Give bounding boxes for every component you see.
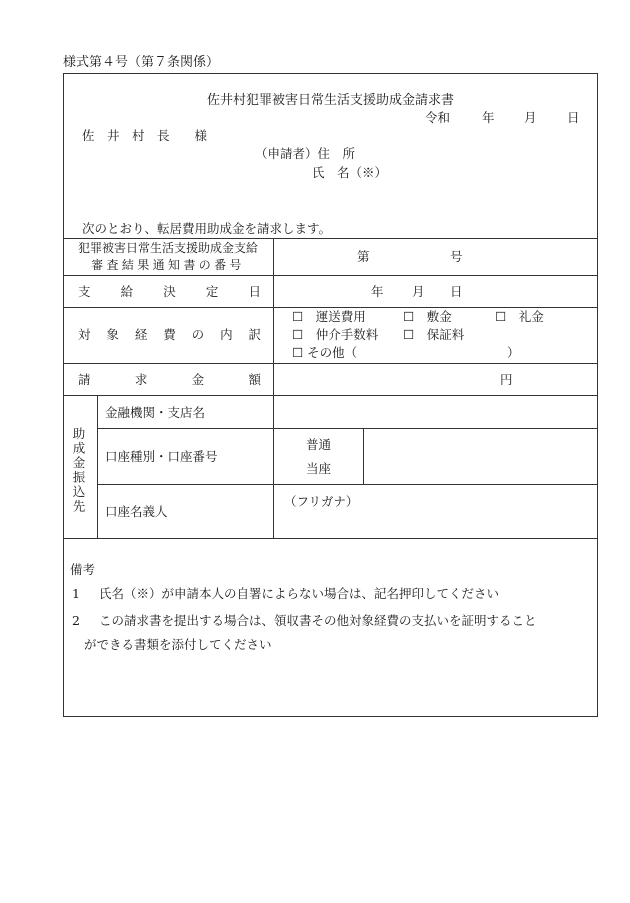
notice-prefix: 第 <box>357 249 370 264</box>
note-2-text-continued: ができる書類を添付してください <box>84 637 272 652</box>
applicant-address-label: （申請者）住 所 <box>255 146 356 161</box>
date-day: 日 <box>567 110 580 125</box>
date-year: 年 <box>482 110 495 125</box>
amount-unit: 円 <box>500 372 513 387</box>
note-2-number: 2 <box>72 613 80 628</box>
column-divider <box>273 238 274 538</box>
expense-option-brokerage[interactable]: ☐ 仲介手数料 <box>292 327 379 342</box>
bank-label: 金融機関・支店名 <box>105 405 206 420</box>
holder-label: 口座名義人 <box>105 504 168 519</box>
decision-year: 年 <box>371 284 384 299</box>
notes-heading: 備考 <box>70 562 96 577</box>
expense-option-key-money[interactable]: ☐ 礼金 <box>495 309 544 324</box>
amount-label: 請求金額 <box>78 372 261 387</box>
transfer-group-label: 助成金振込先 <box>71 427 86 514</box>
note-1-number: 1 <box>72 586 80 601</box>
notice-label-line2: 審査結果通知書の番号 <box>91 258 245 272</box>
date-era: 令和 <box>425 110 451 125</box>
decision-month: 月 <box>412 284 425 299</box>
row-divider <box>63 307 598 308</box>
intro-text: 次のとおり、転居費用助成金を請求します。 <box>82 221 332 236</box>
table-top-line <box>63 238 598 239</box>
column-divider <box>97 395 98 538</box>
furigana-label: （フリガナ） <box>284 494 359 509</box>
notice-suffix: 号 <box>450 249 463 264</box>
expense-other-close: ） <box>507 345 520 360</box>
notice-number-field[interactable] <box>292 254 442 268</box>
row-divider <box>97 428 598 429</box>
expense-option-deposit[interactable]: ☐ 敷金 <box>403 309 452 324</box>
row-divider <box>97 484 598 485</box>
expenses-label: 対象経費の内訳 <box>78 327 261 342</box>
decision-date-label: 支給決定日 <box>78 284 261 299</box>
expense-option-guarantee[interactable]: ☐ 保証料 <box>403 327 465 342</box>
column-divider <box>363 428 364 484</box>
account-type-ordinary[interactable]: 普通 <box>306 437 332 452</box>
form-title: 佐井村犯罪被害日常生活支援助成金請求書 <box>206 93 454 108</box>
note-2-text: この請求書を提出する場合は、領収書その他対象経費の支払いを証明すること <box>99 613 537 628</box>
row-divider <box>63 275 598 276</box>
expense-option-other[interactable]: ☐ その他（ <box>292 345 358 360</box>
addressee: 佐 井 村 長 様 <box>82 128 208 143</box>
note-1-text: 氏名（※）が申請本人の自署によらない場合は、記名押印してください <box>99 586 500 601</box>
applicant-name-label: 氏 名（※） <box>312 165 388 180</box>
expense-option-transport[interactable]: ☐ 運送費用 <box>292 309 366 324</box>
date-month: 月 <box>524 110 537 125</box>
row-divider <box>63 363 598 364</box>
account-label: 口座種別・口座番号 <box>105 449 218 464</box>
decision-day: 日 <box>450 284 463 299</box>
notice-label-line1: 犯罪被害日常生活支援助成金支給 <box>77 241 258 255</box>
form-reference: 様式第４号（第７条関係） <box>63 55 220 70</box>
row-divider <box>63 395 598 396</box>
account-type-current[interactable]: 当座 <box>306 461 332 476</box>
table-bottom-line <box>63 538 598 539</box>
